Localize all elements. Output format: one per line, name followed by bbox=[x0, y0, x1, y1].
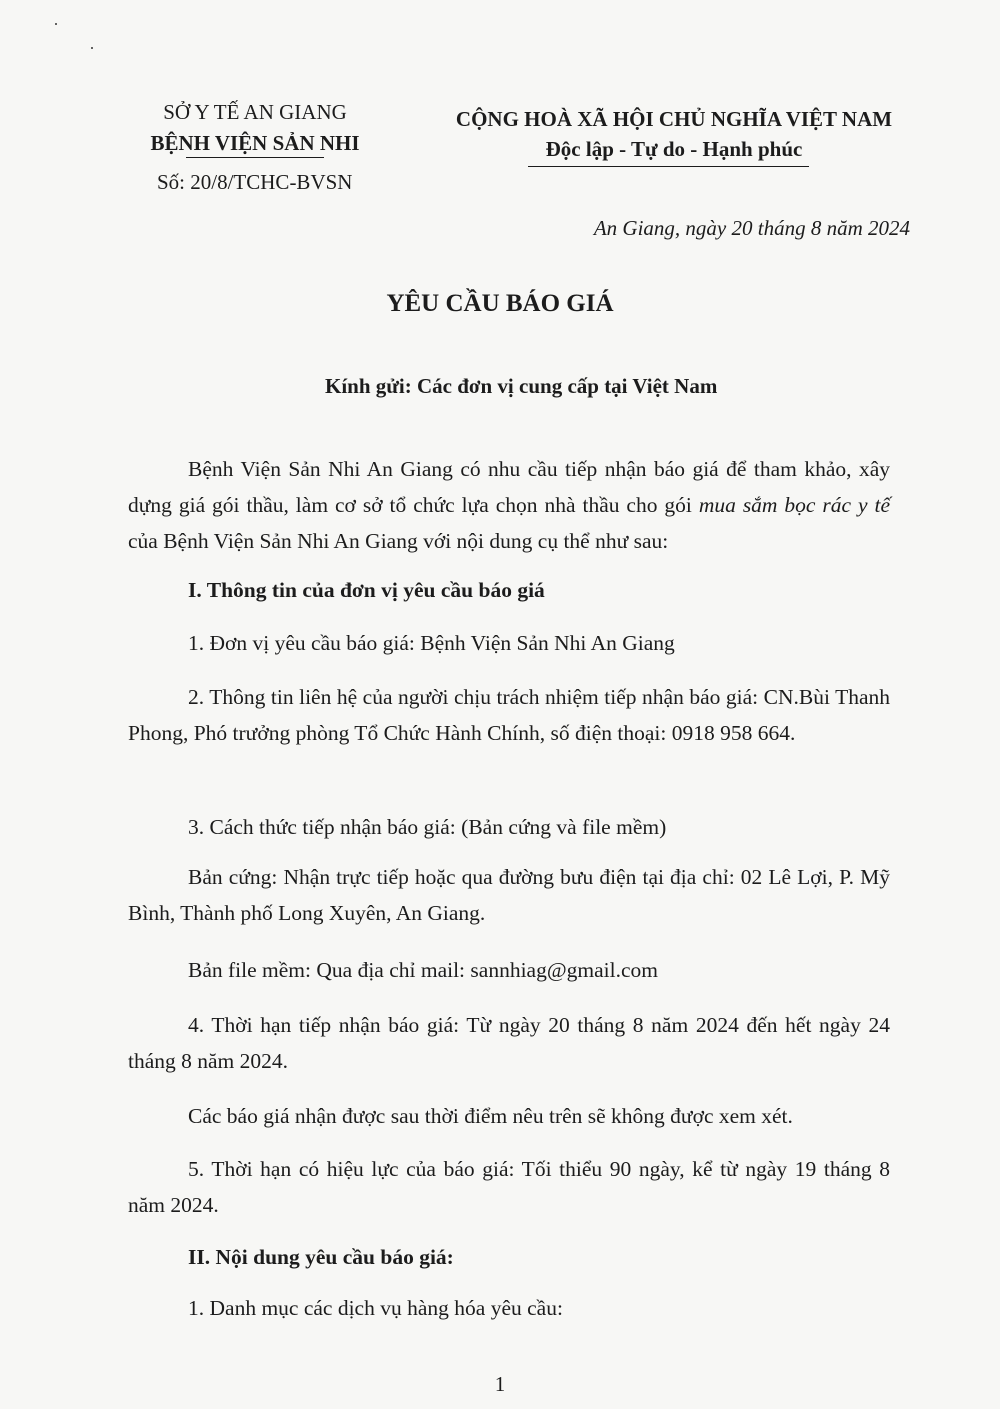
motto-underline bbox=[528, 166, 809, 167]
late-quote-note: Các báo giá nhận được sau thời điểm nêu trên sẽ không được xem xét. bbox=[188, 1104, 793, 1128]
page-number: 1 bbox=[494, 1372, 506, 1396]
section-2-heading: II. Nội dung yêu cầu báo giá: bbox=[188, 1245, 454, 1269]
section-1-item-1: 1. Đơn vị yêu cầu báo giá: Bệnh Viện Sản Nhi An Giang bbox=[188, 631, 675, 655]
section-1-item-4: 4. Thời hạn tiếp nhận báo giá: Từ ngày 20 tháng 8 năm 2024 đến hết ngày 24 tháng 8 năm 2024. bbox=[128, 1013, 890, 1073]
soft-copy-info: Bản file mềm: Qua địa chỉ mail: sannhiag@gmail.com bbox=[188, 958, 658, 982]
document-title: YÊU CẦU BÁO GIÁ bbox=[386, 290, 614, 317]
package-name: mua sắm bọc rác y tế bbox=[698, 493, 890, 517]
section-1-item-5: 5. Thời hạn có hiệu lực của báo giá: Tối thiểu 90 ngày, kể từ ngày 19 tháng 8 năm 2024. bbox=[128, 1157, 890, 1217]
section-1-item-3: 3. Cách thức tiếp nhận báo giá: (Bản cứng và file mềm) bbox=[188, 815, 667, 839]
hospital-underline bbox=[186, 157, 324, 158]
nation-title: CỘNG HOÀ XÃ HỘI CHỦ NGHĨA VIỆT NAM bbox=[455, 107, 893, 131]
section-2-item-1: 1. Danh mục các dịch vụ hàng hóa yêu cầu: bbox=[188, 1296, 563, 1320]
scan-speck bbox=[55, 23, 57, 25]
national-motto: Độc lập - Tự do - Hạnh phúc bbox=[545, 137, 803, 161]
intro-text: Bệnh Viện Sản Nhi An Giang có nhu cầu tiếp nhận báo giá để tham khảo, xây dựng giá gói thầu, làm cơ sở tổ chức lựa chọn nhà thầu cho gói bbox=[128, 457, 890, 517]
intro-text-end: của Bệnh Viện Sản Nhi An Giang với nội dung cụ thể như sau: bbox=[128, 529, 669, 553]
hospital-name: BỆNH VIỆN SẢN NHI bbox=[150, 131, 360, 155]
recipient-line: Kính gửi: Các đơn vị cung cấp tại Việt Nam bbox=[325, 374, 718, 398]
document-number: Số: 20/8/TCHC-BVSN bbox=[157, 170, 353, 194]
section-1-item-2: 2. Thông tin liên hệ của người chịu trách nhiệm tiếp nhận báo giá: CN.Bùi Thanh Phong, Phó trưởng phòng Tổ Chức Hành Chính, số điện thoại: 0918 958 664. bbox=[128, 685, 890, 745]
intro-paragraph bbox=[128, 451, 890, 559]
department-name: SỞ Y TẾ AN GIANG bbox=[163, 100, 347, 124]
hard-copy-info: Bản cứng: Nhận trực tiếp hoặc qua đường bưu điện tại địa chỉ: 02 Lê Lợi, P. Mỹ Bình, Thành phố Long Xuyên, An Giang. bbox=[128, 865, 890, 925]
section-1-heading: I. Thông tin của đơn vị yêu cầu báo giá bbox=[188, 578, 545, 602]
scan-speck bbox=[91, 47, 93, 49]
date-line: An Giang, ngày 20 tháng 8 năm 2024 bbox=[593, 216, 910, 240]
